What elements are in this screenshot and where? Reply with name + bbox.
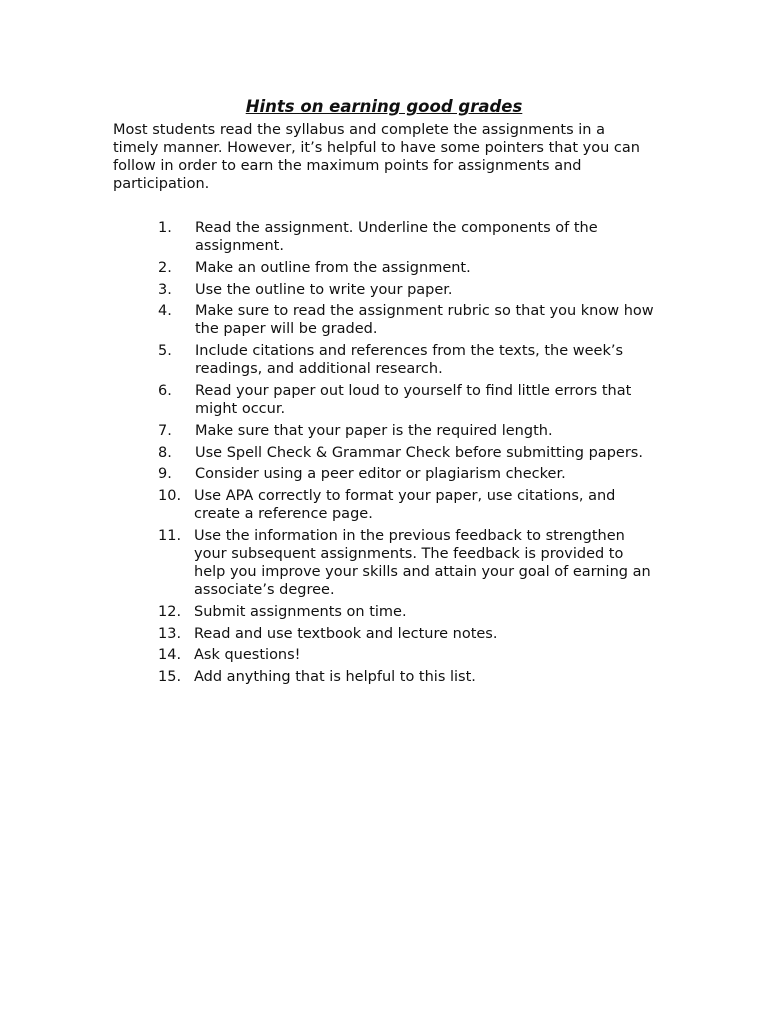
list-item-text: Read and use textbook and lecture notes.: [194, 625, 498, 642]
list-item: [158, 422, 658, 440]
list-item-text: Include citations and references from the texts, the week’s readings, and additional research.: [195, 343, 624, 378]
list-item-number: 1.: [158, 220, 172, 236]
intro-paragraph: Most students read the syllabus and complete the assignments in a timely manner. However, it’s helpful to have some pointers that you can follow in order to earn the maximum points for assignments and participation.: [113, 122, 640, 192]
list-item-number: 8.: [158, 444, 172, 461]
hints-list: [158, 219, 658, 690]
list-item: [158, 382, 658, 418]
list-item-text: Read your paper out loud to yourself to find little errors that might occur.: [195, 382, 632, 417]
list-item: [158, 302, 658, 338]
list-item-text: Ask questions!: [194, 647, 301, 664]
list-item-number: 14.: [158, 647, 182, 664]
document-title: Hints on earning good grades: [245, 97, 523, 116]
list-item-text: Make sure to read the assignment rubric so that you know how the paper will be graded.: [195, 303, 654, 338]
list-item: [158, 219, 658, 255]
list-item-text: Submit assignments on time.: [194, 603, 407, 620]
list-item: [158, 444, 658, 462]
list-item-number: 3.: [158, 281, 172, 298]
list-item-number: 2.: [158, 259, 172, 276]
list-item: [158, 603, 658, 621]
list-item: [158, 646, 658, 664]
list-item: [158, 259, 658, 277]
list-item-number: 5.: [158, 343, 172, 360]
list-item-text: Make an outline from the assignment.: [195, 259, 471, 276]
list-item-number: 10.: [158, 488, 182, 505]
list-item-number: 15.: [158, 669, 182, 686]
list-item: [158, 465, 658, 483]
list-item-text: Make sure that your paper is the required length.: [195, 422, 553, 439]
list-item: [158, 625, 658, 643]
list-item-text: Read the assignment. Underline the components of the assignment.: [195, 220, 598, 254]
list-item-number: 11.: [158, 527, 182, 544]
list-item-text: Use the outline to write your paper.: [195, 281, 453, 298]
list-item-number: 6.: [158, 382, 172, 399]
list-item: [158, 487, 658, 523]
list-item-number: 12.: [158, 603, 182, 620]
list-item-text: Use the information in the previous feedback to strengthen your subsequent assignments. The feedback is provided to help you improve your skills and attain your goal of earning an associate’s degree.: [194, 527, 651, 598]
list-item-text: Use APA correctly to format your paper, use citations, and create a reference page.: [194, 488, 616, 523]
list-item-number: 13.: [158, 625, 182, 642]
list-item-number: 4.: [158, 303, 172, 320]
list-item-number: 9.: [158, 466, 172, 483]
list-item: [158, 281, 658, 299]
list-item-number: 7.: [158, 422, 172, 439]
list-item: [158, 527, 658, 599]
list-item-text: Use Spell Check & Grammar Check before submitting papers.: [195, 444, 643, 461]
list-item-text: Consider using a peer editor or plagiarism checker.: [195, 466, 566, 483]
list-item-text: Add anything that is helpful to this list.: [194, 669, 476, 686]
list-item: [158, 668, 658, 686]
list-item: [158, 342, 658, 378]
